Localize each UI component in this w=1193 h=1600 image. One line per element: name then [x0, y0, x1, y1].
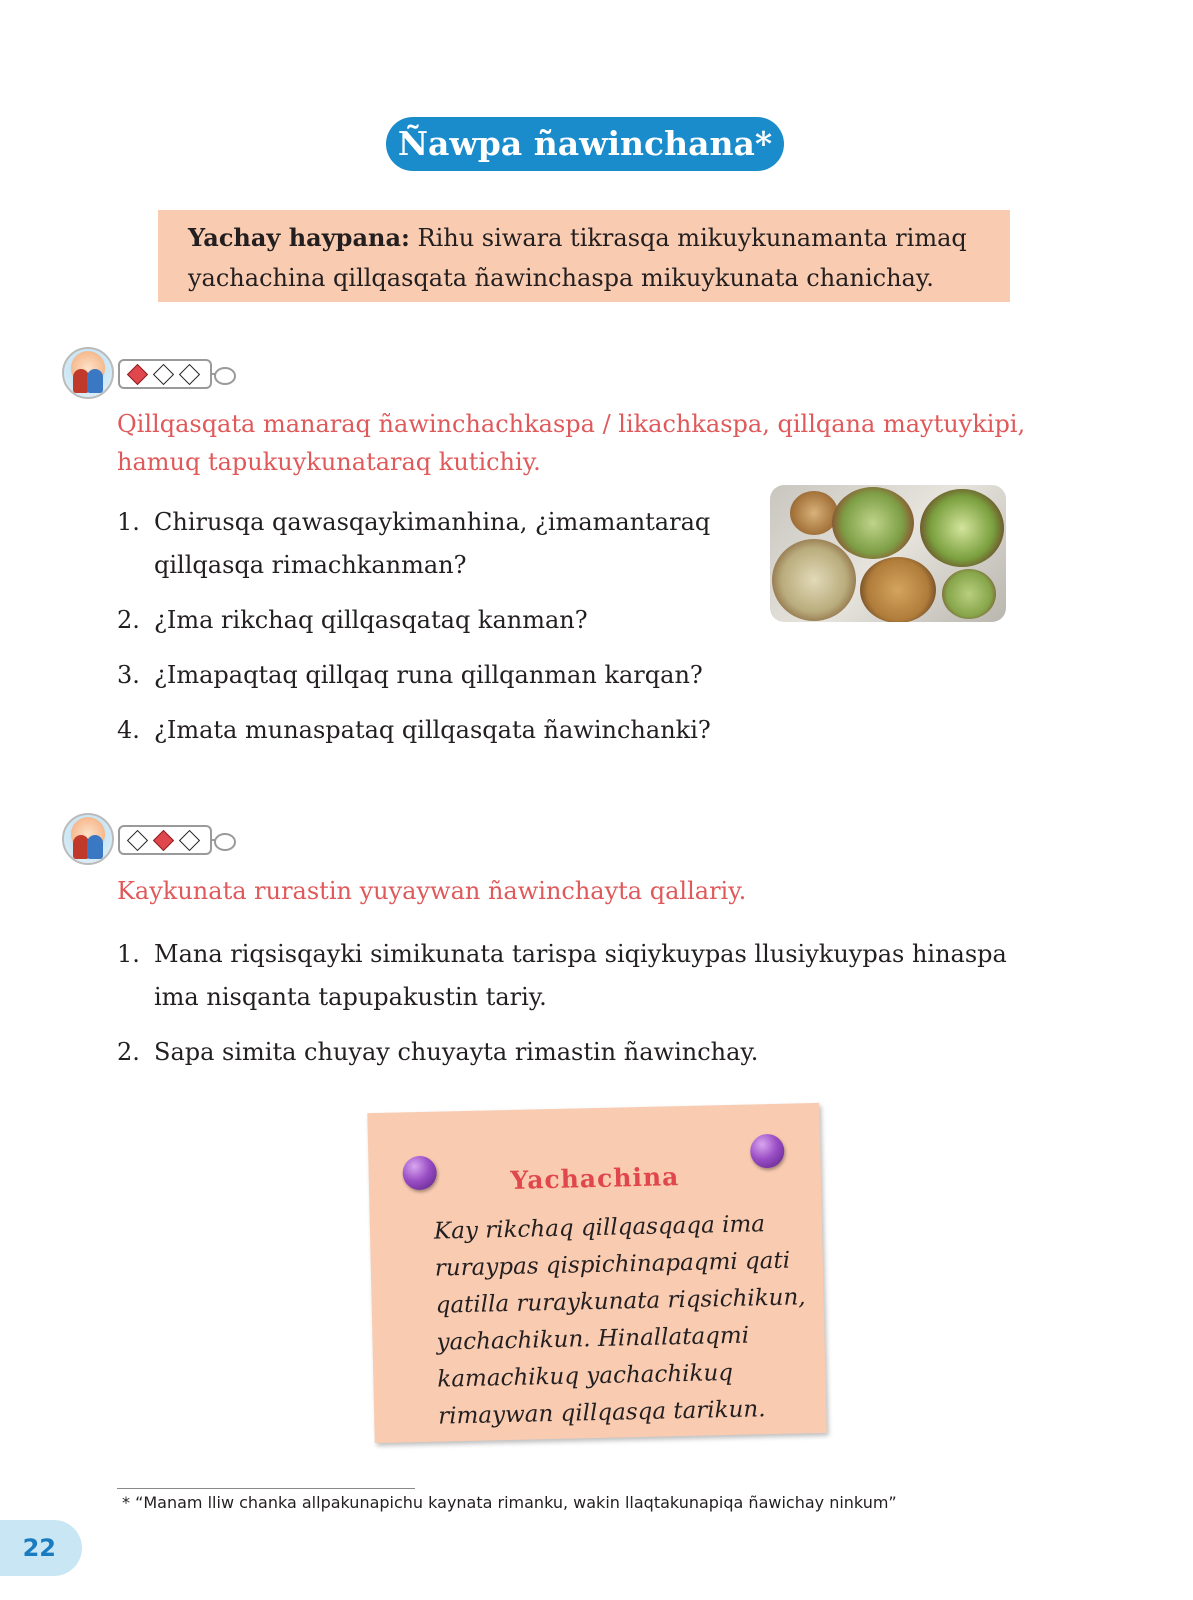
- goal-line-1: [188, 218, 980, 258]
- reading-pair-icon: [62, 813, 114, 865]
- level-diamond-icon: [179, 364, 200, 385]
- level-tag-1: [118, 359, 212, 389]
- page-title: Ñawpa ñawinchana*: [386, 117, 784, 171]
- level-diamond-icon: [127, 364, 148, 385]
- sprouts-photo: [770, 485, 1006, 622]
- learning-goal-box: [158, 210, 1010, 302]
- activity-1-heading: Qillqasqata manaraq ñawinchachkaspa / likachkaspa, qillqana maytuykipi, hamuq tapukuykunataraq kutichiy.: [117, 410, 1026, 476]
- activity-2-steps: [117, 933, 1007, 1074]
- level-diamond-icon: [127, 830, 148, 851]
- goal-line-2: yachachina qillqasqata ñawinchaspa mikuykunata chanichay.: [188, 264, 934, 292]
- footnote: * “Manam lliw chanka allpakunapichu kaynata rimanku, wakin llaqtakunapiqa ñawichay ninkum”: [122, 1493, 897, 1512]
- list-item: 1. Chirusqa qawasqaykimanhina, ¿imamantaraq qillqasqa rimachkanman?: [117, 508, 711, 579]
- level-tag-2: [118, 825, 212, 855]
- goal-label: Yachay haypana:: [188, 223, 410, 252]
- list-item: 4. ¿Imata munaspataq qillqasqata ñawinchanki?: [117, 716, 711, 744]
- goal-line-1-text: Rihu siwara tikrasqa mikuykunamanta rimaq: [409, 224, 967, 252]
- level-diamond-icon: [153, 364, 174, 385]
- info-note: [367, 1103, 826, 1443]
- level-diamond-icon: [153, 830, 174, 851]
- list-item: 1. Mana riqsisqayki simikunata tarispa siqiykuypas llusiykuypas hinaspa ima nisqanta tapupakustin tariy.: [117, 940, 1007, 1011]
- list-item: 3. ¿Imapaqtaq qillqaq runa qillqanman karqan?: [117, 661, 703, 689]
- reading-pair-icon: [62, 347, 114, 399]
- footnote-divider: [117, 1488, 415, 1489]
- note-body: Kay rikchaq qillqasqaqa ima ruraypas qispichinapaqmi qati qatilla ruraykunata riqsichikun, yachachikun. Hinallataqmi kamachikuq yachachikuq rimaywan qillqasqa tarikun.: [433, 1211, 806, 1430]
- note-title: Yachachina: [510, 1162, 680, 1195]
- page-number: 22: [0, 1520, 82, 1576]
- activity-2-heading: Kaykunata rurastin yuyaywan ñawinchayta qallariy.: [117, 877, 747, 905]
- list-item: 2. Sapa simita chuyay chuyayta rimastin ñawinchay.: [117, 1038, 759, 1066]
- list-item: 2. ¿Ima rikchaq qillqasqataq kanman?: [117, 606, 588, 634]
- level-diamond-icon: [179, 830, 200, 851]
- activity-1-questions: [117, 501, 711, 752]
